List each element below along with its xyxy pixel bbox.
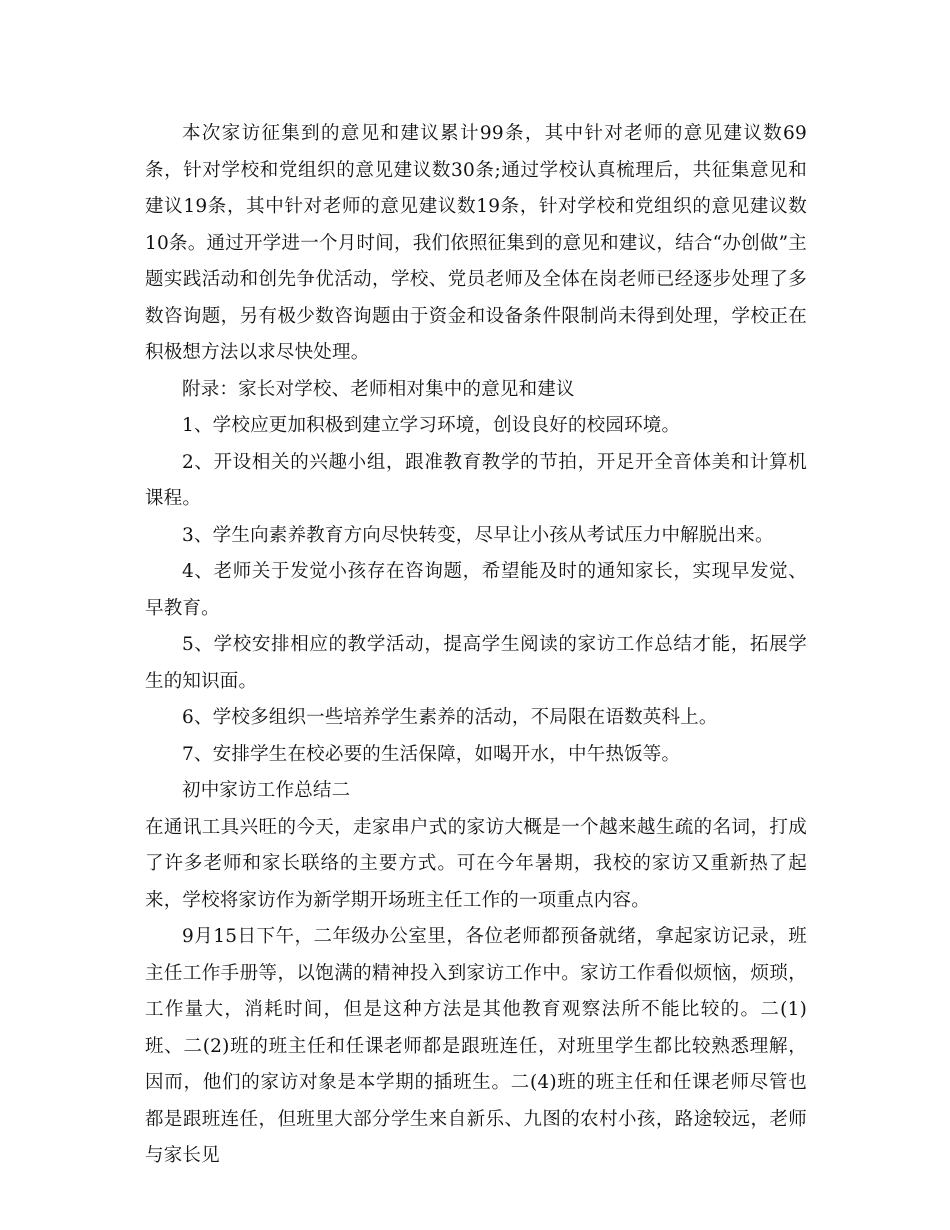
list-item-2: 2、开设相关的兴趣小组，跟准教育教学的节拍，开足开全音体美和计算机课程。: [145, 451, 807, 509]
list-item-4: 4、老师关于发觉小孩存在咨询题，希望能及时的通知家长，实现早发觉、早教育。: [145, 561, 807, 619]
paragraph-intro: 在通讯工具兴旺的今天，走家串户式的家访大概是一个越来越生疏的名词，打成了许多老师和家长联络的主要方式。可在今年暑期，我校的家访又重新热了起来，学校将家访作为新学期开场班主任工作的一项重点内容。: [145, 816, 807, 911]
list-item-6: 6、学校多组织一些培养学生素养的活动，不局限在语数英科上。: [182, 707, 718, 728]
list-item-5: 5、学校安排相应的教学活动，提高学生阅读的家访工作总结才能，拓展学生的知识面。: [145, 634, 807, 692]
paragraph-summary: 本次家访征集到的意见和建议累计99条，其中针对老师的意见建议数69条，针对学校和党组织的意见建议数30条;通过学校认真梳理后，共征集意见和建议19条，其中针对老师的意见建议数19条，针对学校和党组织的意见建议数10条。通过开学进一个月时间，我们依照征集到的意见和建议，结合“办创做”主题实践活动和创先争优活动，学校、党员老师及全体在岗老师已经逐步处理了多数咨询题，另有极少数咨询题由于资金和设备条件限制尚未得到处理，学校正在积极想方法以求尽快处理。: [145, 123, 807, 363]
document-page: [145, 116, 807, 1175]
list-item-7: 7、安排学生在校必要的生活保障，如喝开水，中午热饭等。: [182, 743, 681, 765]
appendix-heading: 附录：家长对学校、老师相对集中的意见和建议: [182, 378, 575, 400]
section-title: 初中家访工作总结二: [182, 780, 351, 801]
list-item-3: 3、学生向素养教育方向尽快转变，尽早让小孩从考试压力中解脱出来。: [182, 524, 774, 546]
paragraph-body: 9月15日下午，二年级办公室里，各位老师都预备就绪，拿起家访记录，班主任工作手册等，以饱满的精神投入到家访工作中。家访工作看似烦恼，烦琐，工作量大，消耗时间，但是这种方法是其他教育观察法所不能比较的。二(1)班、二(2)班的班主任和任课老师都是跟班连任，对班里学生都比较熟悉理解，因而，他们的家访对象是本学期的插班生。二(4)班的班主任和任课老师尽管也都是跟班连任，但班里大部分学生来自新乐、九图的农村小孩，路途较远，老师与家长见: [145, 926, 807, 1166]
list-item-1: 1、学校应更加积极到建立学习环境，创设良好的校园环境。: [182, 415, 681, 436]
